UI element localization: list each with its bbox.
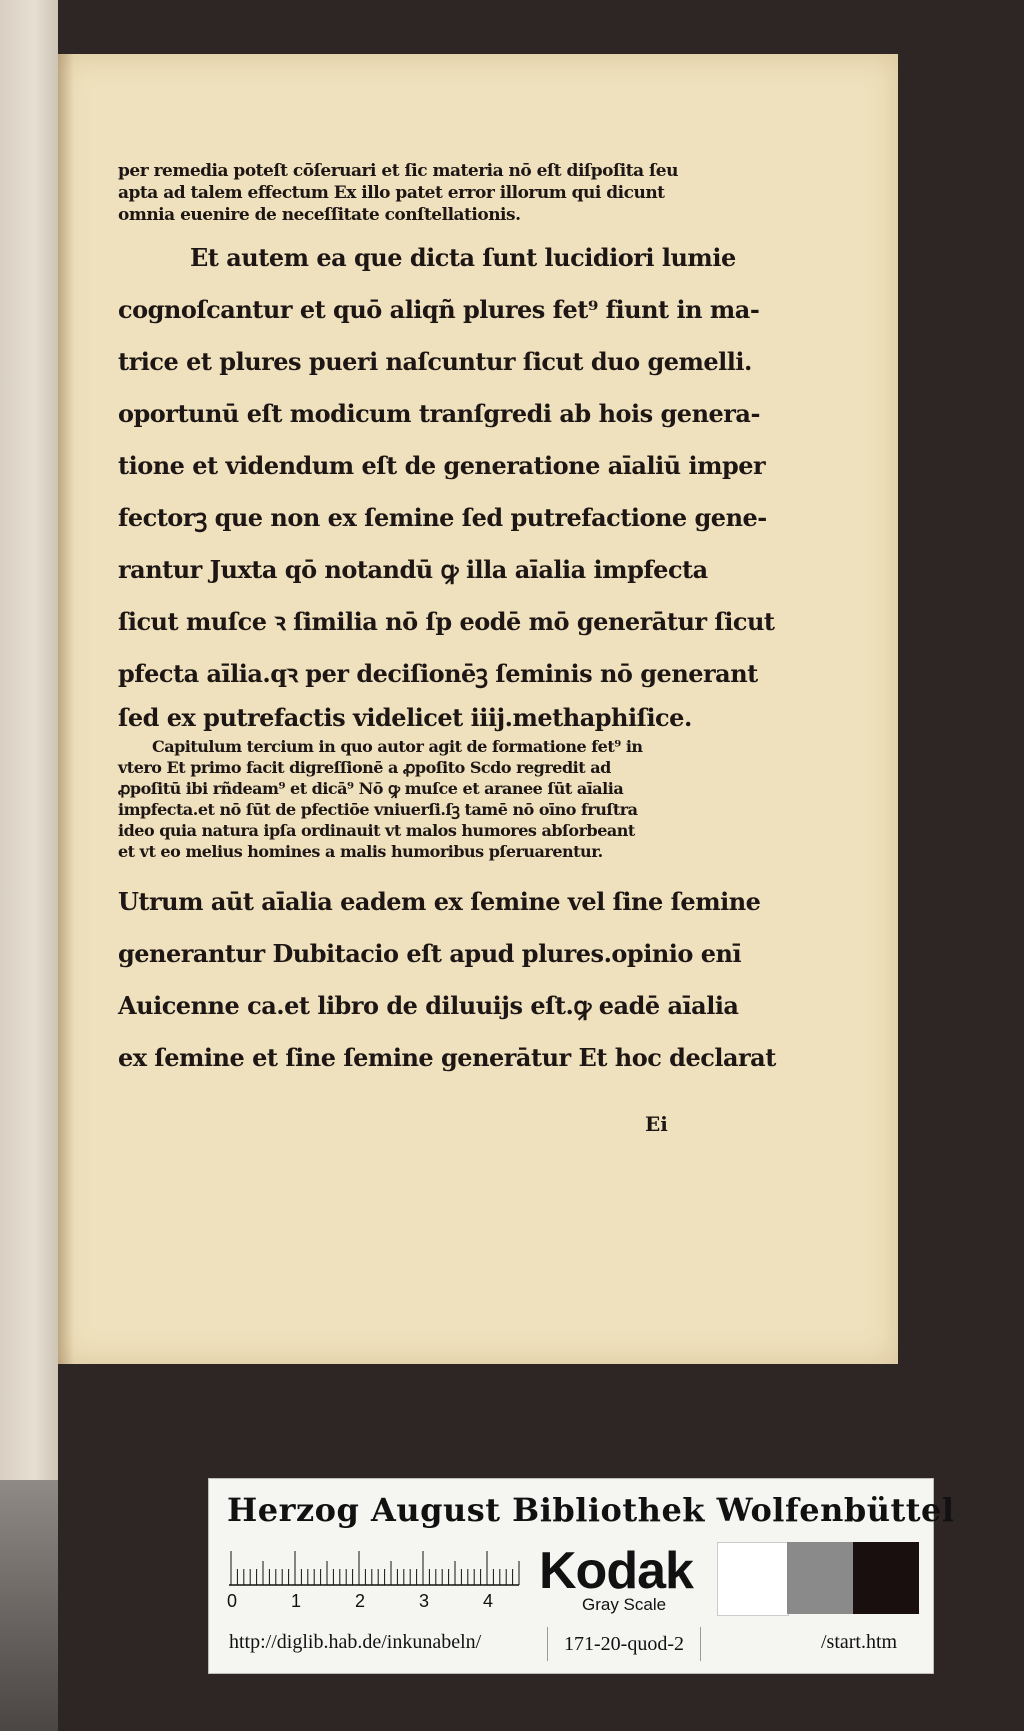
body-line: ſicut muſce ꝛ ſimilia nō ſp eodē mō generātur ſicut	[118, 607, 775, 636]
ruler-number: 2	[355, 1591, 366, 1611]
swatch-gray	[787, 1542, 853, 1614]
body-line: trice et plures pueri naſcuntur ſicut duo gemelli.	[118, 347, 752, 376]
intro-line: per remedia poteſt cōſeruari et ſic materia nō eſt diſpoſita ſeu	[118, 161, 678, 181]
gray-scale-label: Gray Scale	[582, 1595, 667, 1614]
url-prefix: http://diglib.hab.de/inkunabeln/	[229, 1631, 482, 1653]
body-line: tione et videndum eſt de generatione aīaliū imper	[118, 451, 766, 480]
binding-edge	[0, 1480, 58, 1731]
ruler-numbers	[227, 1591, 527, 1613]
ruler-number: 0	[227, 1591, 238, 1611]
intro-line: omnia euenire de neceſſitate conſtellationis.	[118, 205, 521, 225]
chapter-heading-line: ꝓpoſitū ibi rñdeam⁹ et dicā⁹ Nō ꝙ muſce et aranee ſūt aīalia	[118, 779, 624, 798]
body-line: fectorꝫ que non ex ſemine ſed putrefactione gene-	[118, 503, 767, 532]
chapter-heading-line: impfecta.et nō ſūt de pfectiōe vniuerſi.ſꝫ tamē nō oīno fruſtra	[118, 800, 638, 819]
body-line: Et autem ea que dicta ſunt lucidiori lumie	[190, 243, 736, 272]
body-line: oportunū eſt modicum tranſgredi ab hois genera-	[118, 399, 760, 428]
closing-line: generantur Dubitacio eſt apud plures.opinio enī	[118, 939, 742, 968]
body-line: cognoſcantur et quō aliqñ plures fet⁹ fiunt in ma-	[118, 295, 760, 324]
chapter-heading-line: vtero Et primo facit digreſſionē a ꝓpoſito Scdo regredit ad	[118, 758, 611, 777]
intro-line: apta ad talem effectum Ex illo patet error illorum qui dicunt	[118, 183, 665, 203]
chapter-heading-line: Capitulum tercium in quo autor agit de formatione fet⁹ in	[152, 737, 643, 756]
library-color-label	[208, 1478, 955, 1674]
chapter-heading-line: ideo quia natura ipſa ordinauit vt malos humores abſorbeant	[118, 821, 635, 840]
url-suffix: /start.htm	[821, 1631, 898, 1653]
library-name: Herzog August Bibliothek Wolfenbüttel	[227, 1491, 955, 1529]
facing-page-edge	[0, 0, 58, 1500]
body-line: pfecta aīlia.qꝛ per deciſionēꝫ ſeminis nō generant	[118, 659, 758, 688]
closing-line: ex ſemine et ſine ſemine generātur Et hoc declarat	[118, 1043, 776, 1072]
body-line: ſed ex putrefactis videlicet iiij.methaphiſice.	[118, 703, 692, 732]
ruler-number: 1	[291, 1591, 302, 1611]
spine-shadow	[58, 54, 74, 1364]
ruler-scale	[229, 1547, 529, 1587]
ruler-number: 3	[419, 1591, 430, 1611]
shelfmark-id: 171-20-quod-2	[547, 1627, 701, 1661]
catchword: Ei	[645, 1112, 668, 1136]
closing-line: Utrum aūt aīalia eadem ex ſemine vel ſine ſemine	[118, 887, 761, 916]
ruler-number: 4	[483, 1591, 494, 1611]
swatch-white	[717, 1542, 789, 1616]
closing-line: Auicenne ca.et libro de diluuijs eſt.ꝙ eadē aīalia	[118, 991, 739, 1020]
page-text	[118, 160, 776, 1084]
swatch-black	[853, 1542, 919, 1614]
body-line: rantur Juxta qō notandū ꝙ illa aīalia impfecta	[118, 555, 708, 584]
chapter-heading-line: et vt eo melius homines a malis humoribus pſeruarentur.	[118, 842, 603, 861]
kodak-logo: Kodak	[539, 1542, 693, 1600]
